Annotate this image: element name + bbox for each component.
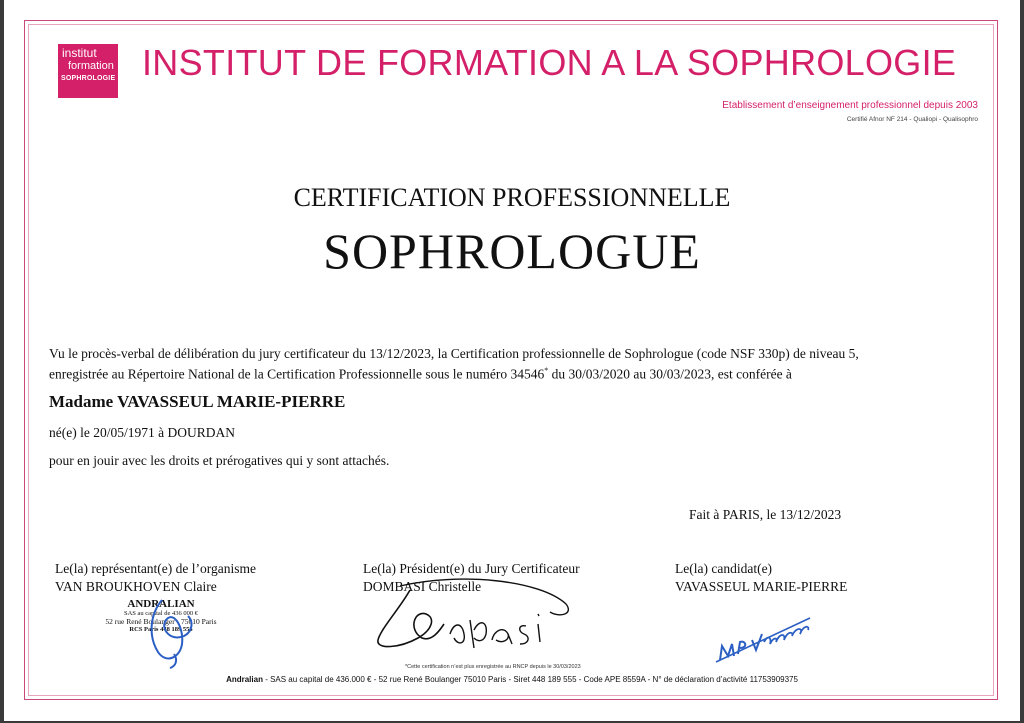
logo-line-2: formation [68, 60, 114, 72]
footer-details: - SAS au capital de 436.000 € - 52 rue René Boulanger 75010 Paris - Siret 448 189 555 - Code APE 8559A - N° de déclaration d’activité 11753909375 [262, 675, 798, 684]
body-paragraph-line-2 [49, 366, 979, 383]
signature-block-candidate [675, 560, 847, 596]
body-paragraph-line-1: Vu le procès-verbal de délibération du jury certificateur du 13/12/2023, la Certification professionnelle de Sophrologue (code NSF 330p) de niveau 5, [49, 346, 859, 361]
signature-name: DOMBASI Christelle [363, 579, 482, 594]
signature-name: VAN BROUKHOVEN Claire [55, 579, 217, 594]
signature-name: VAVASSEUL MARIE-PIERRE [675, 579, 848, 594]
candidate-signature [712, 616, 822, 668]
institute-logo [58, 44, 118, 98]
representative-signature [130, 592, 210, 672]
institute-certifications: Certifié Afnor NF 214 - Qualiopi - Qualisophro [846, 116, 978, 123]
institute-title: INSTITUT DE FORMATION A LA SOPHROLOGIE [142, 42, 957, 83]
jury-president-signature [370, 578, 580, 658]
recipient-name: Madame VAVASSEUL MARIE-PIERRE [49, 392, 346, 411]
footer-legal-info [0, 675, 1024, 684]
place-and-date: Fait à PARIS, le 13/12/2023 [689, 507, 842, 522]
signature-role: Le(la) représentant(e) de l’organisme [55, 561, 257, 576]
asterisk-marker: * [544, 366, 549, 375]
footer-company: Andralian [226, 675, 263, 684]
rncp-footnote: *Cette certification n’est plus enregistrée au RNCP depuis le 30/03/2023 [405, 664, 581, 670]
stamp-rcs: RCS Paris 448 189 555 [129, 626, 193, 633]
body-line-2-end: du 30/03/2020 au 30/03/2023, est conférée à [548, 366, 792, 382]
institute-subtitle: Etablissement d’enseignement professionnel depuis 2003 [722, 100, 978, 111]
stamp-capital: SAS au capital de 436 000 € [123, 610, 199, 617]
birth-info: né(e) le 20/05/1971 à DOURDAN [49, 425, 235, 440]
stamp-address: 52 rue René Boulanger - 75010 Paris [105, 617, 217, 626]
stamp-company: ANDRALIAN [127, 598, 195, 610]
signature-role: Le(la) Président(e) du Jury Certificateur [363, 561, 580, 576]
signature-role: Le(la) candidat(e) [675, 561, 773, 576]
signature-block-organisation [55, 560, 256, 596]
certificate-title: SOPHROLOGUE [323, 223, 701, 279]
body-line-2-start: enregistrée au Répertoire National de la Certification Professionnelle sous le numéro 34546 [49, 366, 545, 382]
rights-statement: pour en jouir avec les droits et prérogatives qui y sont attachés. [49, 453, 390, 468]
certificate-heading: CERTIFICATION PROFESSIONNELLE [293, 183, 731, 212]
logo-line-1: institut [62, 46, 97, 60]
logo-line-3: SOPHROLOGIE [61, 75, 116, 82]
